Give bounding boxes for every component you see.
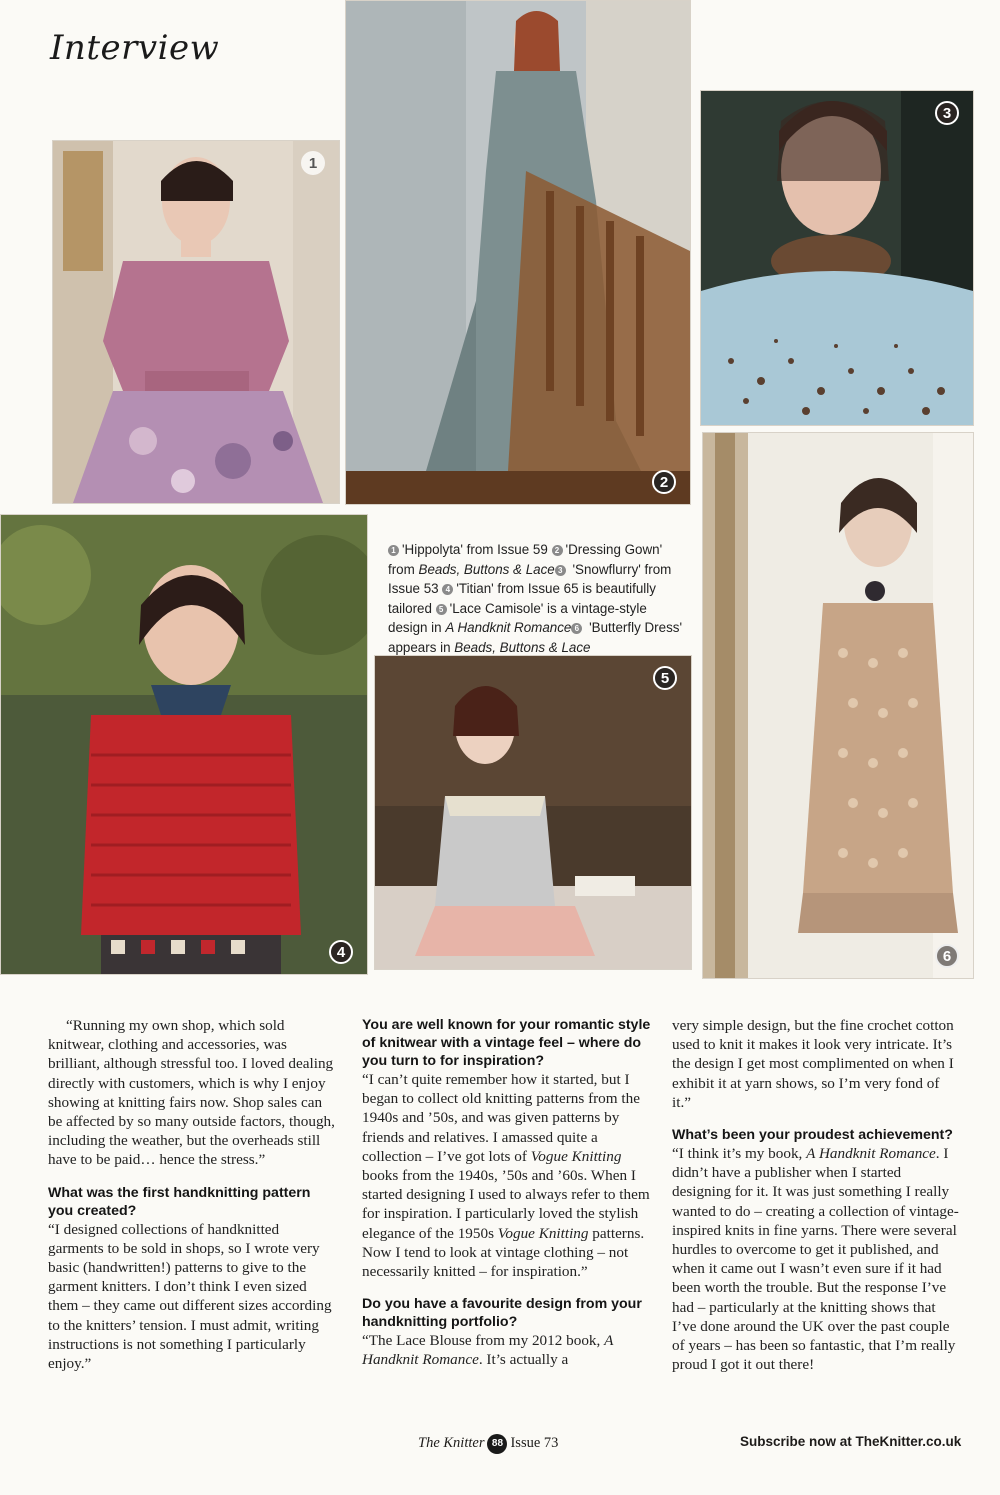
caption-number-badge: 6 [571,623,582,634]
photo-number-badge: 2 [652,470,676,494]
footer-subscribe [740,1434,961,1449]
photo-snowflurry [700,90,974,426]
caption-text: 'Titian' from Issue 65 is beautifully tailored [388,581,656,616]
caption-title: Beads, Buttons & Lace [454,639,591,655]
answer-text: . I didn’t have a publisher when I started designing for it. It was just something I really wanted to do – creating a collection of vintage-inspired knits in fine yarns. There were several hurdles to overcome to get it published, and when it came out I wasn’t even sure if it had been worth the trouble. But the response I’ve had – particularly at the knitting shows that I’ve done around the UK over the past couple of years – has been so fantastic, that I’m really proud I got it out there! [672,1145,959,1374]
caption-text: 'Butterfly Dress' appears in [388,620,683,655]
answer-paragraph [362,1331,652,1369]
footer-masthead [418,1434,558,1454]
question-heading: You are well known for your romantic style of knitwear with a vintage feel – where do you turn to for inspiration? [362,1017,651,1069]
question-heading: Do you have a favourite design from your handknitting portfolio? [362,1296,642,1331]
photo-hippolyta [52,140,340,504]
subscribe-link[interactable]: TheKnitter.co.uk [855,1434,962,1449]
answer-text: “I can’t quite remember how it started, but I began to collect old knitting patterns from the 1940s and ’50s, and was given patterns by friends and relatives. I amassed quite a collection – I’ve got lots of [362,1071,640,1165]
photo-number-badge: 1 [301,151,325,175]
photo-number-badge: 5 [653,666,677,690]
book-title: A Handknit Romance [362,1332,614,1369]
photo-butterfly-dress [702,432,974,979]
answer-text: . It’s actually a [478,1351,569,1369]
question-heading: What’s been your proudest achievement? [672,1127,953,1144]
article-column-2 [362,1016,652,1384]
answer-paragraph [672,1144,962,1374]
caption-title: A Handknit Romance [445,620,572,635]
answer-text: “The Lace Blouse from my 2012 book, [362,1332,605,1350]
answer-paragraph: “I designed collections of handknitted garments to be sold in shops, so I wrote very basic (handwritten!) patterns to give to the garment knitters. I don’t think I even sized them – they came out different sizes according to the knitters’ tension. I must admit, writing instructions is not something I particularly enjoy.” [48,1220,332,1373]
issue-number: Issue 73 [510,1435,559,1451]
caption-number-badge: 1 [388,545,399,556]
caption-text: 'Hippolyta' from Issue 59 [402,542,552,557]
book-title: Vogue Knitting [530,1147,622,1165]
caption-text: 'Snowflurry' from Issue 53 [388,561,672,596]
photo-dressing-gown [345,0,691,505]
book-title: Vogue Knitting [497,1224,589,1242]
caption-text: 'Dressing Gown' from [388,542,663,577]
caption-number-badge: 3 [555,565,566,576]
photo-titian [0,514,368,975]
photo-number-badge: 3 [935,101,959,125]
caption-number-badge: 5 [436,604,447,615]
answer-paragraph [362,1070,652,1281]
photo-caption [388,540,688,657]
caption-title: Beads, Buttons & Lace [418,561,555,577]
intro-paragraph: “Running my own shop, which sold knitwear, clothing and accessories, was brilliant, although stressful too. I loved dealing directly with customers, which is why I enjoy showing at knitting fairs now. Shop sales can be affected by so many outside factors, though, including the weather, but the overheads still have to be paid… hence the stress.” [48,1017,335,1169]
photo-lace-camisole [374,655,692,970]
article-column-3 [672,1016,962,1388]
book-title: A Handknit Romance [806,1145,936,1163]
caption-number-badge: 2 [552,545,563,556]
magazine-name: The Knitter [418,1435,485,1451]
photo-number-badge: 4 [329,940,353,964]
caption-text: 'Lace Camisole' is a vintage-style design in [388,600,647,635]
subscribe-text: Subscribe now at [740,1434,856,1449]
answer-text: “I think it’s my book, [672,1145,807,1163]
answer-text: patterns. Now I tend to look at vintage clothing – not necessarily knitted – for inspiration.” [362,1224,645,1281]
photo-number-badge: 6 [935,944,959,968]
page-number: 88 [487,1434,507,1454]
article-column-1 [48,1016,338,1387]
caption-number-badge: 4 [442,584,453,595]
answer-text: books from the 1940s, ’50s and ’60s. When I started designing I used to always refer to them for inspiration. I particularly loved the stylish elegance of the 1950s [362,1167,650,1242]
answer-paragraph: very simple design, but the fine crochet cotton used to knit it makes it look very intricate. It’s the design I get most complimented on when I exhibit it at yarn shows, so I’m very fond of it.” [672,1017,954,1111]
question-heading: What was the first handknitting pattern you created? [48,1184,311,1219]
section-title: Interview [50,28,220,68]
